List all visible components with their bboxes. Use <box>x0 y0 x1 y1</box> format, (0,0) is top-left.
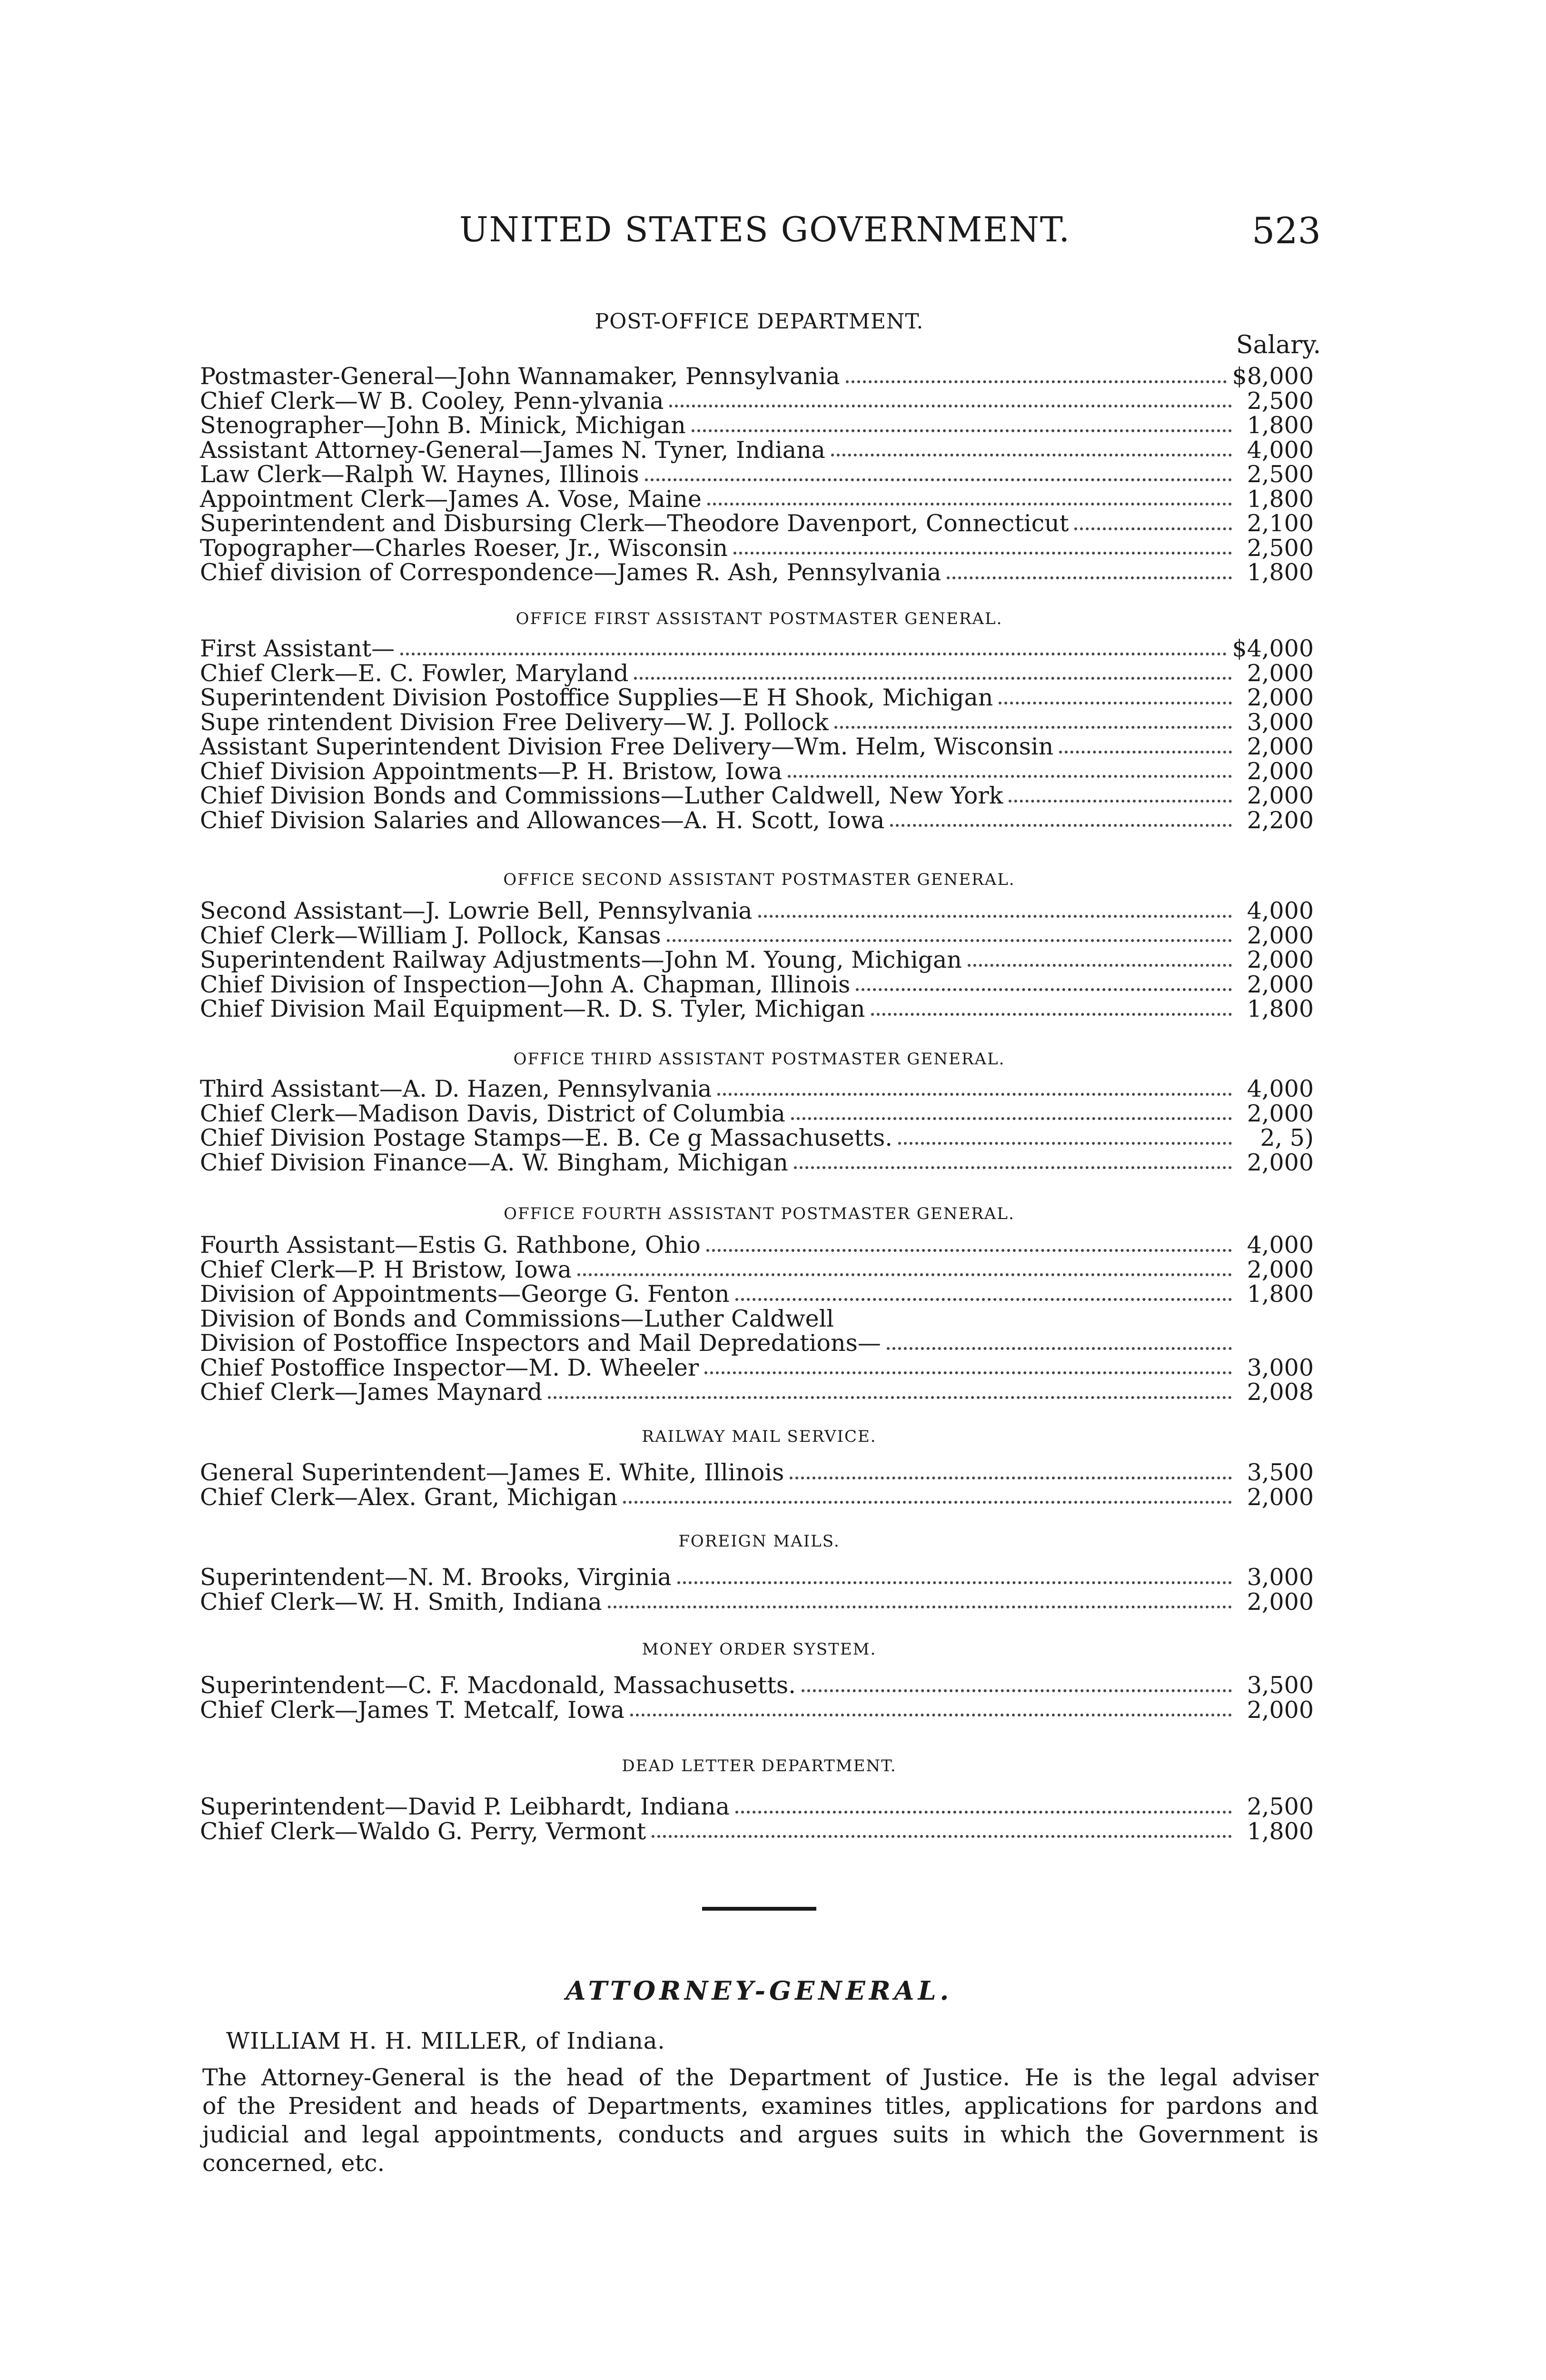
attorney-general-description <box>202 2063 1318 2178</box>
leader-dots <box>630 1714 1232 1716</box>
leader-dots <box>791 1117 1232 1120</box>
leader-dots <box>733 552 1232 555</box>
entry-label: General Superintendent—James E. White, Illinois <box>200 1459 784 1486</box>
section-entry-list <box>200 1077 1314 1175</box>
leader-dots <box>608 1606 1232 1608</box>
entry-salary: 2,000 <box>1247 946 1314 973</box>
leader-dots <box>947 576 1232 579</box>
entry-salary: 2,008 <box>1247 1378 1314 1406</box>
leader-dots <box>735 1811 1232 1814</box>
entry-salary: 2,500 <box>1247 1793 1314 1820</box>
entry-label: Chief Clerk—W. H. Smith, Indiana <box>200 1588 602 1616</box>
entry-label: Superintendent—C. F. Macdonald, Massachusetts. <box>200 1672 796 1699</box>
section-entry-list <box>200 636 1314 833</box>
entry-label: Topographer—Charles Roeser, Jr., Wisconsin <box>200 534 728 562</box>
entry-label: Chief Division of Inspection—John A. Chapman, Illinois <box>200 971 851 998</box>
entry-label: Assistant Attorney-General—James N. Tyner, Indiana <box>200 436 825 464</box>
entry-salary: 2,000 <box>1247 659 1314 687</box>
entry-label: Superintendent—N. M. Brooks, Virginia <box>200 1564 672 1591</box>
entry-row <box>200 636 1314 661</box>
section-heading: OFFICE FIRST ASSISTANT POSTMASTER GENERAL. <box>515 609 1003 628</box>
leader-dots <box>846 380 1227 383</box>
entry-label: Supe rintendent Division Free Delivery—W. J. Pollock <box>200 708 829 736</box>
entry-row <box>200 1150 1314 1175</box>
entry-label: Law Clerk—Ralph W. Haynes, Illinois <box>200 461 639 488</box>
entry-row <box>200 1819 1314 1844</box>
entry-row <box>200 923 1314 948</box>
section-entry-list <box>200 1795 1314 1844</box>
leader-dots <box>999 702 1232 704</box>
entry-salary: 3,500 <box>1247 1459 1314 1486</box>
section-heading: OFFICE FOURTH ASSISTANT POSTMASTER GENERAL. <box>504 1204 1015 1223</box>
entry-row <box>200 997 1314 1021</box>
entry-label: Chief Clerk—Waldo G. Perry, Vermont <box>200 1817 646 1845</box>
section-divider <box>702 1907 816 1911</box>
entry-salary: 2, 5) <box>1260 1124 1314 1151</box>
entry-salary: 1,800 <box>1247 485 1314 513</box>
entry-salary: 2,000 <box>1247 922 1314 949</box>
leader-dots <box>1009 800 1232 803</box>
leader-dots <box>634 677 1232 680</box>
entry-label: Appointment Clerk—James A. Vose, Maine <box>200 485 702 513</box>
leader-dots <box>669 405 1232 407</box>
leader-dots <box>794 1166 1232 1169</box>
entry-salary: 3,000 <box>1247 1354 1314 1381</box>
leader-dots <box>692 429 1232 432</box>
entry-salary: 2,000 <box>1247 733 1314 760</box>
entry-label: Chief Postoffice Inspector—M. D. Wheeler <box>200 1354 699 1381</box>
entry-row <box>200 413 1314 438</box>
entry-label: Superintendent and Disbursing Clerk—Theodore Davenport, Connecticut <box>200 510 1069 537</box>
leader-dots <box>802 1689 1232 1692</box>
entry-row <box>200 364 1314 389</box>
entry-salary: 1,800 <box>1247 1280 1314 1308</box>
entry-salary: 2,000 <box>1247 1256 1314 1283</box>
section-entry-list <box>200 1233 1314 1405</box>
entry-row <box>200 462 1314 487</box>
entry-label: Division of Appointments—George G. Fenton <box>200 1280 730 1308</box>
leader-dots <box>856 988 1232 991</box>
entry-row <box>200 438 1314 463</box>
leader-dots <box>788 775 1232 778</box>
leader-dots <box>898 1142 1232 1145</box>
section-entry-list <box>200 1673 1314 1722</box>
entry-label: Chief Clerk—James Maynard <box>200 1378 543 1406</box>
description-line: judicial and legal appointments, conducts and argues suits in which the Government is <box>202 2121 1318 2148</box>
section-entry-list <box>200 1565 1314 1614</box>
section-heading: OFFICE SECOND ASSISTANT POSTMASTER GENERAL. <box>503 870 1015 889</box>
entry-salary: 2,500 <box>1247 387 1314 415</box>
entry-row <box>200 1126 1314 1150</box>
entry-salary: 2,000 <box>1247 1100 1314 1127</box>
leader-dots <box>707 503 1232 506</box>
entry-salary: 1,800 <box>1247 559 1314 586</box>
entry-row <box>200 1485 1314 1510</box>
entry-row <box>200 1590 1314 1615</box>
description-line: concerned, etc. <box>202 2150 385 2177</box>
entry-salary: 3,000 <box>1247 1564 1314 1591</box>
entry-salary: 2,000 <box>1247 1483 1314 1511</box>
leader-dots <box>548 1396 1232 1399</box>
salary-column-heading: Salary. <box>1236 331 1321 359</box>
entry-salary: 4,000 <box>1247 436 1314 464</box>
entry-label: Chief Clerk—Madison Davis, District of Columbia <box>200 1100 785 1127</box>
leader-dots <box>717 1093 1232 1096</box>
section-heading: OFFICE THIRD ASSISTANT POSTMASTER GENERAL. <box>513 1050 1005 1069</box>
entry-label: Chief Division Postage Stamps—E. B. Ce g Massachusetts. <box>200 1124 892 1151</box>
entry-row <box>200 1258 1314 1282</box>
leader-dots <box>677 1581 1232 1584</box>
entry-label: Assistant Superintendent Division Free Delivery—Wm. Helm, Wisconsin <box>200 733 1054 760</box>
entry-label: Chief Division Mail Equipment—R. D. S. Tyler, Michigan <box>200 995 865 1022</box>
entry-label: Chief division of Correspondence—James R. Ash, Pennsylvania <box>200 559 941 586</box>
leader-dots <box>890 824 1232 827</box>
entry-label: Superintendent Railway Adjustments—John M. Young, Michigan <box>200 946 962 973</box>
section-entry-list <box>200 899 1314 1021</box>
entry-row <box>200 560 1314 585</box>
entry-label: Postmaster-General—John Wannamaker, Pennsylvania <box>200 363 840 390</box>
entry-row <box>200 1282 1314 1307</box>
leader-dots <box>1074 527 1232 530</box>
leader-dots <box>735 1298 1232 1301</box>
entry-label: Chief Division Salaries and Allowances—A. H. Scott, Iowa <box>200 806 885 834</box>
entry-label: Division of Bonds and Commissions—Luther Caldwell <box>200 1305 834 1332</box>
leader-dots <box>706 1249 1232 1252</box>
leader-dots <box>645 478 1232 481</box>
entry-salary: 2,000 <box>1247 1149 1314 1176</box>
entry-row <box>200 1307 1314 1331</box>
entry-row <box>200 536 1314 561</box>
running-title: UNITED STATES GOVERNMENT. <box>459 209 1071 249</box>
entry-row <box>200 948 1314 972</box>
entry-salary: 3,000 <box>1247 708 1314 736</box>
entry-row <box>200 1233 1314 1258</box>
entry-label: Chief Clerk—William J. Pollock, Kansas <box>200 922 661 949</box>
entry-salary: 2,500 <box>1247 534 1314 562</box>
entry-row <box>200 1698 1314 1723</box>
entry-row <box>200 661 1314 686</box>
entry-salary: $8,000 <box>1232 363 1314 390</box>
entry-salary: 2,200 <box>1247 806 1314 834</box>
entry-label: Stenographer—John B. Minick, Michigan <box>200 412 686 439</box>
entry-label: Chief Clerk—James T. Metcalf, Iowa <box>200 1696 625 1724</box>
entry-row <box>200 899 1314 923</box>
entry-label: Chief Clerk—E. C. Fowler, Maryland <box>200 659 629 687</box>
leader-dots <box>577 1273 1232 1276</box>
entry-row <box>200 1331 1314 1356</box>
page-header <box>198 209 1321 262</box>
section-entry-list <box>200 1460 1314 1509</box>
entry-row <box>200 1460 1314 1485</box>
entry-salary: 4,000 <box>1247 1075 1314 1102</box>
entry-salary: $4,000 <box>1232 635 1314 662</box>
entry-label: Chief Division Bonds and Commissions—Luther Caldwell, New York <box>200 782 1003 809</box>
entry-label: Chief Clerk—Alex. Grant, Michigan <box>200 1483 618 1511</box>
entry-salary: 4,000 <box>1247 1231 1314 1259</box>
leader-dots <box>831 454 1232 456</box>
leader-dots <box>834 726 1232 729</box>
leader-dots <box>968 964 1232 967</box>
entry-salary: 4,000 <box>1247 897 1314 924</box>
entry-salary: 2,500 <box>1247 461 1314 488</box>
entry-salary: 2,000 <box>1247 684 1314 711</box>
entry-row <box>200 1795 1314 1819</box>
leader-dots <box>887 1347 1232 1350</box>
entry-salary: 2,000 <box>1247 757 1314 785</box>
entry-label: Fourth Assistant—Estis G. Rathbone, Ohio <box>200 1231 701 1259</box>
entry-salary: 2,000 <box>1247 1588 1314 1616</box>
entry-row <box>200 759 1314 784</box>
attorney-general-title: ATTORNEY-GENERAL. <box>565 1975 953 2006</box>
entry-label: Chief Division Appointments—P. H. Bristow, Iowa <box>200 757 783 785</box>
entry-row <box>200 1101 1314 1126</box>
description-line: The Attorney-General is the head of the Department of Justice. He is the legal adviser <box>202 2064 1318 2091</box>
leader-dots <box>667 939 1232 942</box>
entry-row <box>200 1077 1314 1101</box>
entry-row <box>200 710 1314 735</box>
section-heading: DEAD LETTER DEPARTMENT. <box>622 1756 897 1775</box>
entry-row <box>200 808 1314 833</box>
entry-label: Second Assistant—J. Lowrie Bell, Pennsylvania <box>200 897 753 924</box>
attorney-general-name: WILLIAM H. H. MILLER, of Indiana. <box>226 2028 665 2054</box>
entry-label: Chief Division Finance—A. W. Bingham, Michigan <box>200 1149 788 1176</box>
entry-row <box>200 389 1314 414</box>
leader-dots <box>758 915 1232 918</box>
entry-row <box>200 734 1314 759</box>
description-line: of the President and heads of Departments, examines titles, applications for pardons and <box>202 2092 1318 2120</box>
page-number: 523 <box>1251 209 1321 252</box>
entry-row <box>200 511 1314 536</box>
section-heading: MONEY ORDER SYSTEM. <box>642 1640 877 1659</box>
entry-row <box>200 1380 1314 1405</box>
entry-row <box>200 1356 1314 1380</box>
entry-salary: 2,000 <box>1247 1696 1314 1724</box>
entry-salary: 2,100 <box>1247 510 1314 537</box>
entry-row <box>200 685 1314 710</box>
entry-label: First Assistant— <box>200 635 395 662</box>
entry-row <box>200 972 1314 997</box>
leader-dots <box>1059 751 1232 754</box>
entry-label: Chief Clerk—P. H Bristow, Iowa <box>200 1256 572 1283</box>
leader-dots <box>400 653 1226 655</box>
entry-label: Superintendent Division Postoffice Supplies—E H Shook, Michigan <box>200 684 993 711</box>
section-heading: RAILWAY MAIL SERVICE. <box>642 1427 877 1446</box>
leader-dots <box>704 1371 1232 1374</box>
entry-label: Third Assistant—A. D. Hazen, Pennsylvania <box>200 1075 712 1102</box>
entry-label: Superintendent—David P. Leibhardt, Indiana <box>200 1793 730 1820</box>
entry-label: Division of Postoffice Inspectors and Mail Depredations— <box>200 1329 881 1357</box>
leader-dots <box>871 1013 1232 1016</box>
leader-dots <box>790 1477 1232 1479</box>
main-entry-list <box>200 364 1314 585</box>
entry-row <box>200 487 1314 512</box>
section-heading: FOREIGN MAILS. <box>678 1532 840 1551</box>
department-title: POST-OFFICE DEPARTMENT. <box>595 309 924 334</box>
entry-salary: 3,500 <box>1247 1672 1314 1699</box>
entry-salary: 1,800 <box>1247 995 1314 1022</box>
entry-salary: 2,000 <box>1247 971 1314 998</box>
entry-salary: 2,000 <box>1247 782 1314 809</box>
leader-dots <box>623 1501 1232 1504</box>
entry-label: Chief Clerk—W B. Cooley, Penn-ylvania <box>200 387 664 415</box>
leader-dots <box>652 1835 1232 1838</box>
entry-salary: 1,800 <box>1247 1817 1314 1845</box>
entry-row <box>200 783 1314 808</box>
entry-salary: 1,800 <box>1247 412 1314 439</box>
entry-row <box>200 1673 1314 1698</box>
entry-row <box>200 1565 1314 1590</box>
